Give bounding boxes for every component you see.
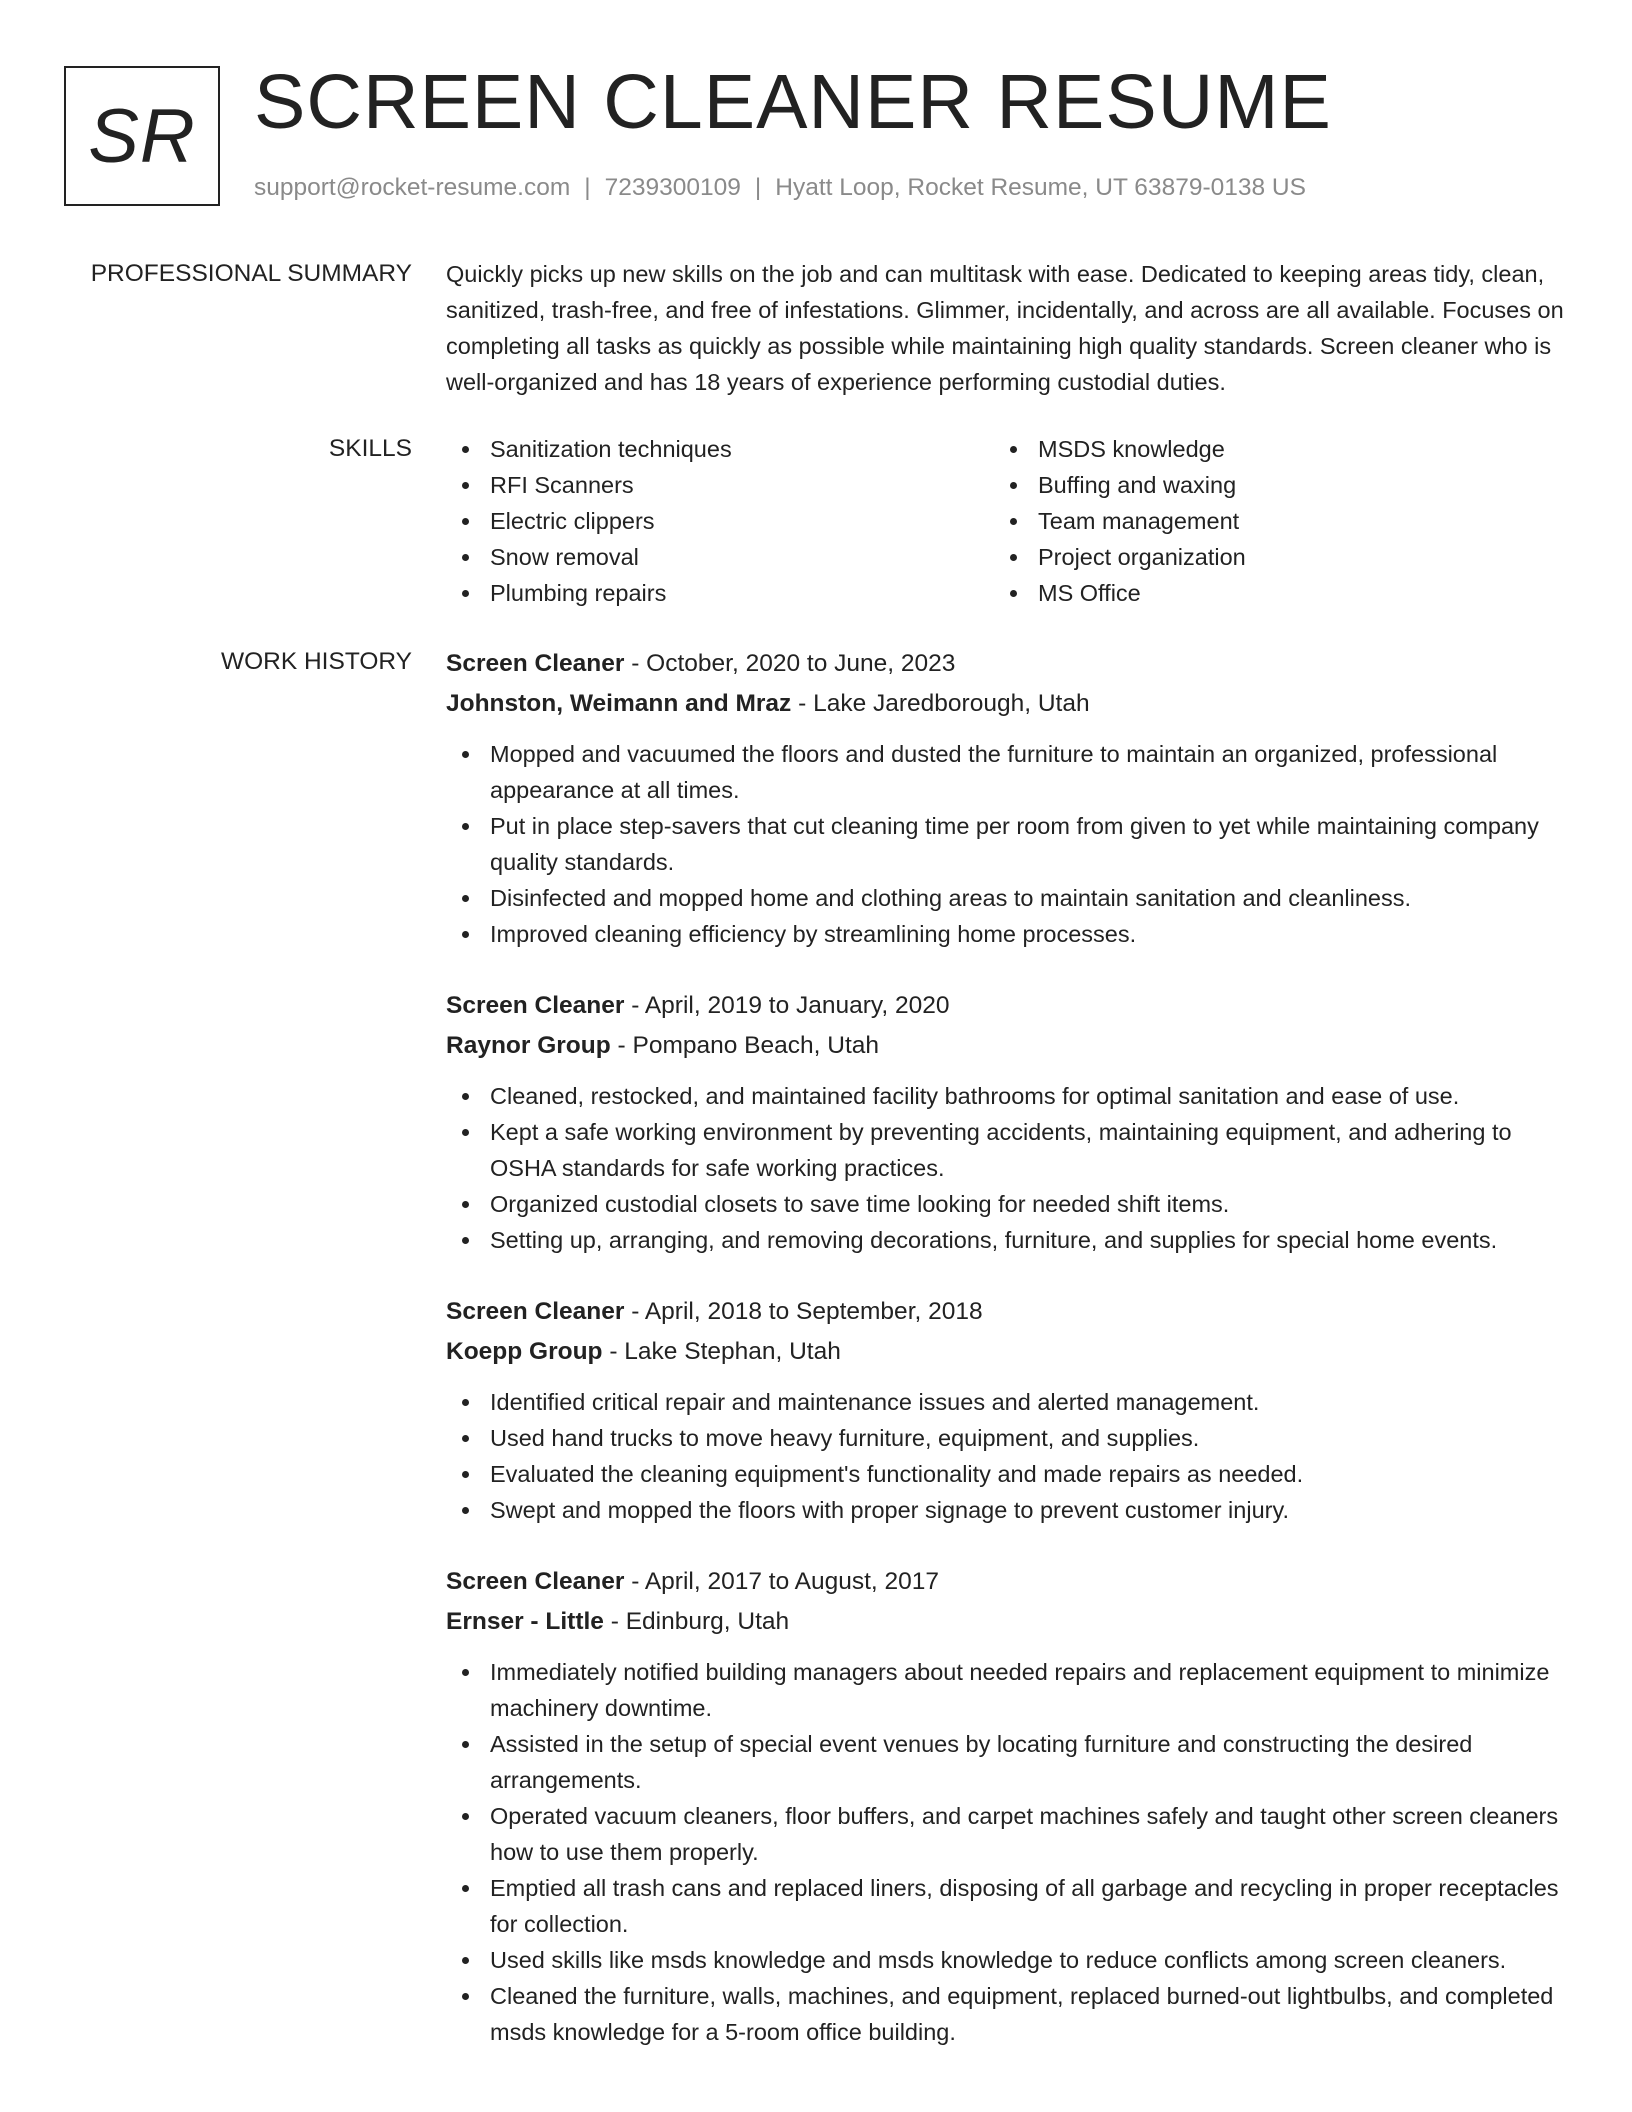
job-bullet: Assisted in the setup of special event venues by locating furniture and constructing the desired arrangements.: [446, 1726, 1570, 1798]
job-location: - Pompano Beach, Utah: [610, 1032, 880, 1059]
job-dates: - April, 2017 to August, 2017: [624, 1568, 940, 1595]
job-bullet: Identified critical repair and maintenance issues and alerted management.: [446, 1384, 1570, 1420]
job-bullet: Improved cleaning efficiency by streamlining home processes.: [446, 916, 1570, 952]
job-entry: [446, 986, 1570, 1258]
job-bullet: Kept a safe working environment by preventing accidents, maintaining equipment, and adhering to OSHA standards for safe working practices.: [446, 1114, 1570, 1186]
section-label-summary: PROFESSIONAL SUMMARY: [90, 260, 412, 287]
job-company-line: [446, 1026, 1570, 1066]
resume-title: SCREEN CLEANER RESUME: [254, 59, 1332, 145]
contact-phone[interactable]: 7239300109: [604, 174, 741, 201]
job-title: Screen Cleaner: [446, 1568, 625, 1595]
job-bullets: [446, 1384, 1570, 1528]
skill-item: MS Office: [994, 575, 1542, 611]
job-bullet: Put in place step-savers that cut cleaning time per room from given to yet while maintaining company quality standards.: [446, 808, 1570, 880]
section-label-work-history: WORK HISTORY: [220, 648, 412, 675]
job-bullet: Immediately notified building managers about needed repairs and replacement equipment to minimize machinery downtime.: [446, 1654, 1570, 1726]
contact-email[interactable]: support@rocket-resume.com: [254, 174, 571, 201]
contact-separator: |: [754, 174, 762, 201]
job-location: - Lake Stephan, Utah: [602, 1338, 841, 1365]
job-bullet: Cleaned the furniture, walls, machines, and equipment, replaced burned-out lightbulbs, and completed msds knowledge for a 5-room office building.: [446, 1978, 1570, 2050]
job-bullet: Operated vacuum cleaners, floor buffers, and carpet machines safely and taught other screen cleaners how to use them properly.: [446, 1798, 1570, 1870]
job-bullets: [446, 1078, 1570, 1258]
skills-grid: [446, 431, 1570, 611]
job-company-line: [446, 1602, 1570, 1642]
job-entry: [446, 1562, 1570, 2050]
skills-list-right: [994, 431, 1542, 611]
job-title: Screen Cleaner: [446, 992, 625, 1019]
skill-item: Electric clippers: [446, 503, 994, 539]
job-company: Koepp Group: [446, 1338, 603, 1365]
job-bullets: [446, 736, 1570, 952]
skills-content: [446, 431, 1570, 611]
skill-item: Project organization: [994, 539, 1542, 575]
skill-item: Snow removal: [446, 539, 994, 575]
work-history-content: [446, 644, 1570, 2050]
job-bullet: Setting up, arranging, and removing decorations, furniture, and supplies for special home events.: [446, 1222, 1570, 1258]
monogram-badge: [64, 66, 220, 206]
skill-item: RFI Scanners: [446, 467, 994, 503]
job-title-line: [446, 644, 1570, 684]
contact-line: [254, 174, 1306, 202]
skill-item: Sanitization techniques: [446, 431, 994, 467]
job-bullet: Emptied all trash cans and replaced liners, disposing of all garbage and recycling in proper receptacles for collection.: [446, 1870, 1570, 1942]
job-location: - Edinburg, Utah: [603, 1608, 790, 1635]
contact-separator: |: [584, 174, 591, 201]
job-bullet: Mopped and vacuumed the floors and dusted the furniture to maintain an organized, professional appearance at all times.: [446, 736, 1570, 808]
job-bullet: Disinfected and mopped home and clothing areas to maintain sanitation and cleanliness.: [446, 880, 1570, 916]
job-company-line: [446, 684, 1570, 724]
job-bullet: Evaluated the cleaning equipment's functionality and made repairs as needed.: [446, 1456, 1570, 1492]
summary-content: [446, 256, 1570, 400]
job-company-line: [446, 1332, 1570, 1372]
contact-address: Hyatt Loop, Rocket Resume, UT 63879-0138 US: [775, 174, 1306, 201]
job-dates: - April, 2019 to January, 2020: [624, 992, 950, 1019]
skill-item: Buffing and waxing: [994, 467, 1542, 503]
summary-text: Quickly picks up new skills on the job and can multitask with ease. Dedicated to keeping areas tidy, clean, sanitized, trash-free, and free of infestations. Glimmer, incidentally, and across are all available. Focuses on completing all tasks as quickly as possible while maintaining high quality standards. Screen cleaner who is well-organized and has 18 years of experience performing custodial duties.: [446, 261, 1564, 395]
job-bullets: [446, 1654, 1570, 2050]
job-company: Johnston, Weimann and Mraz: [446, 690, 792, 717]
skills-list-left: [446, 431, 994, 611]
job-location: - Lake Jaredborough, Utah: [791, 690, 1090, 717]
skill-item: Team management: [994, 503, 1542, 539]
job-bullet: Organized custodial closets to save time looking for needed shift items.: [446, 1186, 1570, 1222]
job-bullet: Used skills like msds knowledge and msds knowledge to reduce conflicts among screen cleaners.: [446, 1942, 1570, 1978]
job-dates: - October, 2020 to June, 2023: [624, 650, 956, 677]
job-bullet: Used hand trucks to move heavy furniture, equipment, and supplies.: [446, 1420, 1570, 1456]
job-title-line: [446, 1562, 1570, 1602]
job-dates: - April, 2018 to September, 2018: [624, 1298, 983, 1325]
job-title-line: [446, 1292, 1570, 1332]
job-title: Screen Cleaner: [446, 650, 625, 677]
job-title: Screen Cleaner: [446, 1298, 625, 1325]
job-title-line: [446, 986, 1570, 1026]
job-company: Raynor Group: [446, 1032, 611, 1059]
job-entry: [446, 644, 1570, 952]
job-bullet: Cleaned, restocked, and maintained facility bathrooms for optimal sanitation and ease of use.: [446, 1078, 1570, 1114]
skill-item: MSDS knowledge: [994, 431, 1542, 467]
section-label-skills: SKILLS: [328, 435, 412, 462]
job-entry: [446, 1292, 1570, 1528]
job-company: Ernser - Little: [446, 1608, 604, 1635]
job-bullet: Swept and mopped the floors with proper signage to prevent customer injury.: [446, 1492, 1570, 1528]
monogram-initials: SR: [88, 93, 196, 179]
skill-item: Plumbing repairs: [446, 575, 994, 611]
